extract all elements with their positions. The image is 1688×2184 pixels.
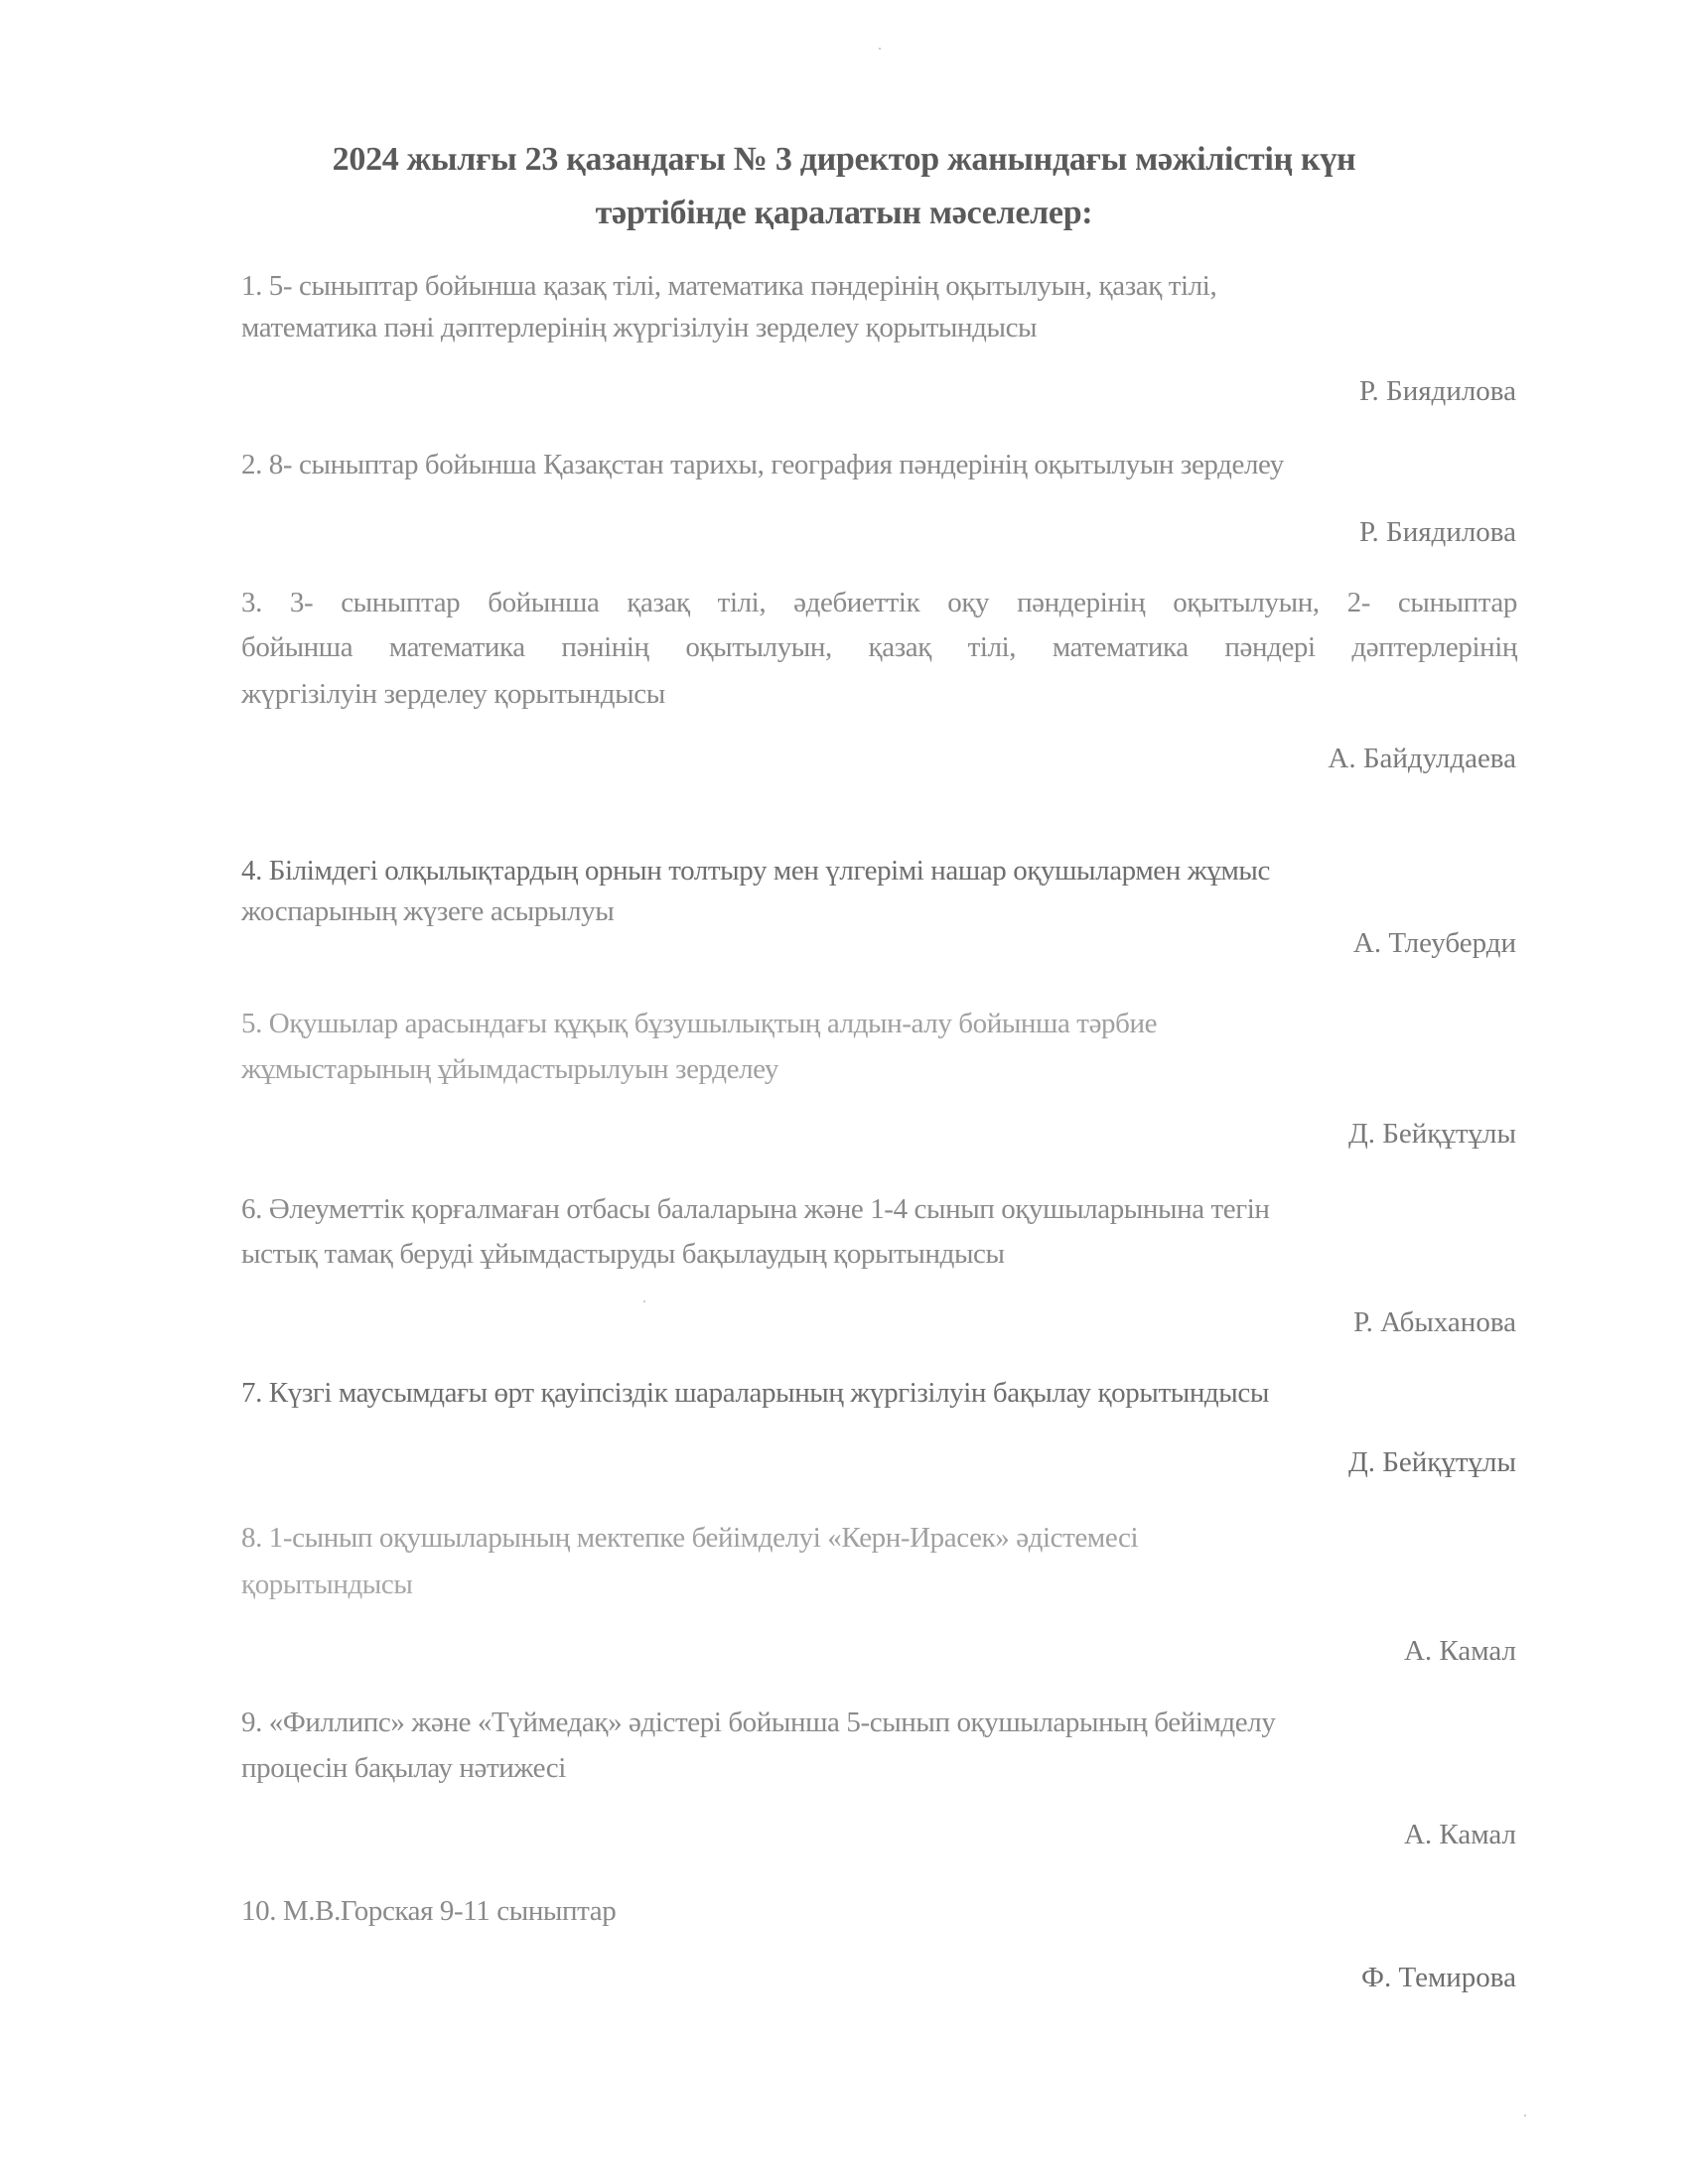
responsible-person: А. Камал [1403, 1819, 1516, 1850]
agenda-item-text: 8. 1-сынып оқушыларының мектепке бейімделуі «Керн-Ирасек» әдістемесі [241, 1522, 1139, 1554]
scan-speck [879, 48, 881, 50]
agenda-item-text: бойынша математика пәнінің оқытылуын, қазақ тілі, математика пәндері дәптерлерінің [241, 631, 1517, 663]
agenda-item-text: 4. Білімдегі олқылықтардың орнын толтыру мен үлгерімі нашар оқушылармен жұмыс [241, 855, 1270, 887]
responsible-person: Р. Биядилова [1359, 375, 1516, 407]
responsible-person: А. Тлеуберди [1352, 927, 1516, 959]
agenda-item-text: математика пәні дәптерлерінің жүргізілуін зерделеу қорытындысы [241, 312, 1038, 343]
responsible-person: Р. Биядилова [1359, 516, 1516, 548]
agenda-item-text: ыстық тамақ беруді ұйымдастыруды бақылаудың қорытындысы [241, 1238, 1005, 1270]
responsible-person: Д. Бейқұтұлы [1347, 1118, 1516, 1150]
scan-speck [1524, 2115, 1526, 2116]
agenda-item-text: жоспарының жүзеге асырылуы [241, 895, 615, 927]
agenda-item-text: 6. Әлеуметтік қорғалмаған отбасы балаларына және 1-4 сынып оқушыларынына тегін [241, 1193, 1270, 1225]
document-title-line-2: тәртібінде қаралатын мәселелер: [595, 195, 1093, 231]
agenda-item-text: жүргізілуін зерделеу қорытындысы [241, 678, 665, 710]
agenda-item-text: 5. Оқушылар арасындағы құқық бұзушылықтың алдын-алу бойынша тәрбие [241, 1008, 1158, 1039]
agenda-item-text: 10. М.В.Горская 9-11 сыныптар [241, 1895, 617, 1927]
responsible-person: Ф. Темирова [1361, 1962, 1516, 1993]
agenda-item-text: 3. 3- сыныптар бойынша қазақ тілі, әдебиеттік оқу пәндерінің оқытылуын, 2- сыныптар [241, 587, 1517, 618]
agenda-item-text: 1. 5- сыныптар бойынша қазақ тілі, математика пәндерінің оқытылуын, қазақ тілі, [241, 270, 1217, 302]
agenda-item-text: процесін бақылау нәтижесі [241, 1752, 566, 1784]
agenda-item-text: 9. «Филлипс» және «Түймедақ» әдістері бойынша 5-сынып оқушыларының бейімделу [241, 1706, 1276, 1738]
responsible-person: Д. Бейқұтұлы [1347, 1446, 1516, 1478]
agenda-item-text: қорытындысы [241, 1569, 413, 1600]
agenda-item-text: жұмыстарының ұйымдастырылуын зерделеу [241, 1053, 779, 1085]
scan-speck [643, 1300, 645, 1302]
document-title-line-1: 2024 жылғы 23 қазандағы № 3 директор жанындағы мәжілістің күн [332, 141, 1356, 178]
responsible-person: Р. Абыханова [1353, 1306, 1516, 1338]
responsible-person: А. Байдулдаева [1328, 743, 1516, 774]
agenda-item-text: 2. 8- сыныптар бойынша Қазақстан тарихы, география пәндерінің оқытылуын зерделеу [241, 449, 1284, 480]
responsible-person: А. Камал [1403, 1635, 1516, 1667]
agenda-item-text: 7. Күзгі маусымдағы өрт қауіпсіздік шараларының жүргізілуін бақылау қорытындысы [241, 1377, 1269, 1409]
